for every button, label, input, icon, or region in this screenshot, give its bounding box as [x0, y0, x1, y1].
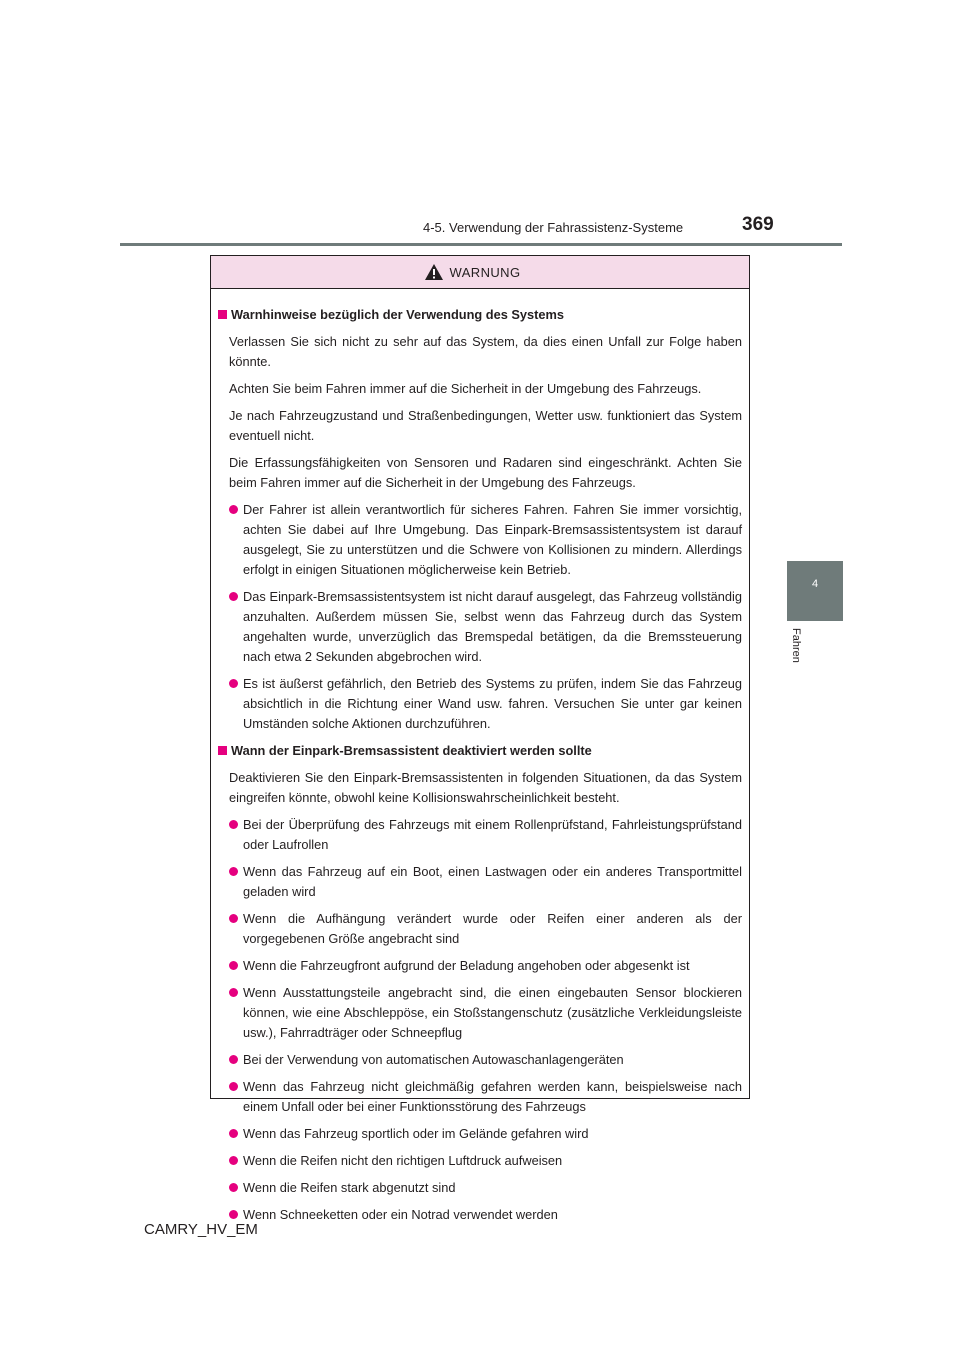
- list-item-text: Bei der Verwendung von automatischen Autowaschanlagengeräten: [243, 1052, 624, 1067]
- paragraph: Achten Sie beim Fahren immer auf die Sicherheit in der Umgebung des Fahrzeugs.: [229, 381, 702, 396]
- list-item-text: Wenn das Fahrzeug nicht gleichmäßig gefahren werden kann, beispielsweise nach einem Unfall oder bei einer Funktionsstörung des Fahrzeugs: [243, 1079, 742, 1114]
- section-heading-text: Wann der Einpark-Bremsassistent deaktiviert werden sollte: [231, 743, 592, 758]
- list-item: [218, 862, 742, 902]
- section-heading: [218, 741, 742, 761]
- paragraph: Deaktivieren Sie den Einpark-Bremsassistenten in folgenden Situationen, da das System eingreifen könnte, obwohl keine Kollisionswahrscheinlichkeit besteht.: [229, 770, 742, 805]
- list-item: [218, 815, 742, 855]
- square-bullet-icon: [218, 746, 227, 755]
- list-item: [218, 1124, 742, 1144]
- section-heading: [218, 305, 742, 325]
- bullet-dot-icon: [229, 988, 238, 997]
- bullet-dot-icon: [229, 914, 238, 923]
- list-item: [218, 983, 742, 1043]
- paragraph: Die Erfassungsfähigkeiten von Sensoren und Radaren sind eingeschränkt. Achten Sie beim Fahren immer auf die Sicherheit in der Umgebung des Fahrzeugs.: [229, 455, 742, 490]
- warning-box: [210, 255, 750, 1222]
- list-item-text: Der Fahrer ist allein verantwortlich für sicheres Fahren. Fahren Sie immer vorsichtig, achten Sie dabei auf Ihre Umgebung. Das Einpark-Bremsassistentsystem ist darauf ausgelegt, Sie zu unterstützen und die Schwere von Kollisionen zu mindern. Allerdings erfolgt in einigen Situationen möglicherweise kein Betrieb.: [243, 502, 742, 577]
- bullet-dot-icon: [229, 961, 238, 970]
- warning-body: [211, 289, 749, 1225]
- bullet-dot-icon: [229, 867, 238, 876]
- bullet-dot-icon: [229, 1183, 238, 1192]
- bullet-dot-icon: [229, 1156, 238, 1165]
- header-rule: [120, 243, 842, 246]
- list-item-text: Wenn die Reifen stark abgenutzt sind: [243, 1180, 456, 1195]
- bullet-dot-icon: [229, 1129, 238, 1138]
- list-item: [218, 1151, 742, 1171]
- page-number: 369: [742, 214, 774, 235]
- bullet-dot-icon: [229, 1082, 238, 1091]
- list-item: [218, 909, 742, 949]
- list-item: [218, 1077, 742, 1117]
- list-item-text: Das Einpark-Bremsassistentsystem ist nicht darauf ausgelegt, das Fahrzeug vollständig anzuhalten. Außerdem müssen Sie, selbst wenn das Fahrzeug durch das System angehalten wurde, unverzüglich das Bremspedal betätigen, da die Bremssteuerung nach etwa 2 Sekunden abgebrochen wird.: [243, 589, 742, 664]
- square-bullet-icon: [218, 310, 227, 319]
- paragraph: Je nach Fahrzeugzustand und Straßenbedingungen, Wetter usw. funktioniert das System eventuell nicht.: [229, 408, 742, 443]
- bullet-dot-icon: [229, 820, 238, 829]
- list-item-text: Wenn die Aufhängung verändert wurde oder Reifen einer anderen als der vorgegebenen Größe angebracht sind: [243, 911, 742, 946]
- list-item-text: Wenn das Fahrzeug sportlich oder im Gelände gefahren wird: [243, 1126, 589, 1141]
- paragraph: Verlassen Sie sich nicht zu sehr auf das System, da dies einen Unfall zur Folge haben könnte.: [229, 334, 742, 369]
- list-item-text: Wenn die Reifen nicht den richtigen Luftdruck aufweisen: [243, 1153, 563, 1168]
- chapter-label: Fahren: [790, 628, 802, 663]
- list-item: [218, 674, 742, 734]
- bullet-dot-icon: [229, 1055, 238, 1064]
- list-item: [218, 587, 742, 667]
- chapter-tab: [787, 561, 843, 621]
- list-item-text: Wenn Ausstattungsteile angebracht sind, die einen eingebauten Sensor blockieren können, wie eine Abschleppöse, ein Stoßstangenschutz (zusätzliche Verkleidungsleiste usw.), Fahrradträger oder Schneepflug: [243, 985, 742, 1040]
- bullet-dot-icon: [229, 679, 238, 688]
- section-title: 4-5. Verwendung der Fahrassistenz-Systeme: [423, 220, 684, 235]
- list-item-text: Wenn das Fahrzeug auf ein Boot, einen Lastwagen oder ein anderes Transportmittel geladen wird: [243, 864, 742, 899]
- list-item-text: Wenn Schneeketten oder ein Notrad verwendet werden: [243, 1207, 558, 1222]
- list-item: [218, 1178, 742, 1198]
- warning-header: [211, 256, 749, 289]
- list-item: [218, 956, 742, 976]
- list-item-text: Bei der Überprüfung des Fahrzeugs mit einem Rollenprüfstand, Fahrleistungsprüfstand oder Laufrollen: [243, 817, 742, 852]
- chapter-number: 4: [811, 578, 819, 590]
- warning-title: WARNUNG: [449, 264, 521, 280]
- list-item-text: Es ist äußerst gefährlich, den Betrieb des Systems zu prüfen, indem Sie das Fahrzeug absichtlich in die Richtung einer Wand usw. fahren. Versuchen Sie unter gar keinen Umständen solche Aktionen durchzuführen.: [243, 676, 742, 731]
- section-heading-text: Warnhinweise bezüglich der Verwendung des Systems: [231, 307, 565, 322]
- warning-triangle-icon: [424, 263, 444, 281]
- bullet-dot-icon: [229, 505, 238, 514]
- bullet-dot-icon: [229, 592, 238, 601]
- list-item: [218, 500, 742, 580]
- bullet-dot-icon: [229, 1210, 238, 1219]
- list-item-text: Wenn die Fahrzeugfront aufgrund der Beladung angehoben oder abgesenkt ist: [243, 958, 690, 973]
- document-code: CAMRY_HV_EM: [144, 1221, 258, 1238]
- list-item: [218, 1050, 742, 1070]
- list-item: [218, 1205, 742, 1225]
